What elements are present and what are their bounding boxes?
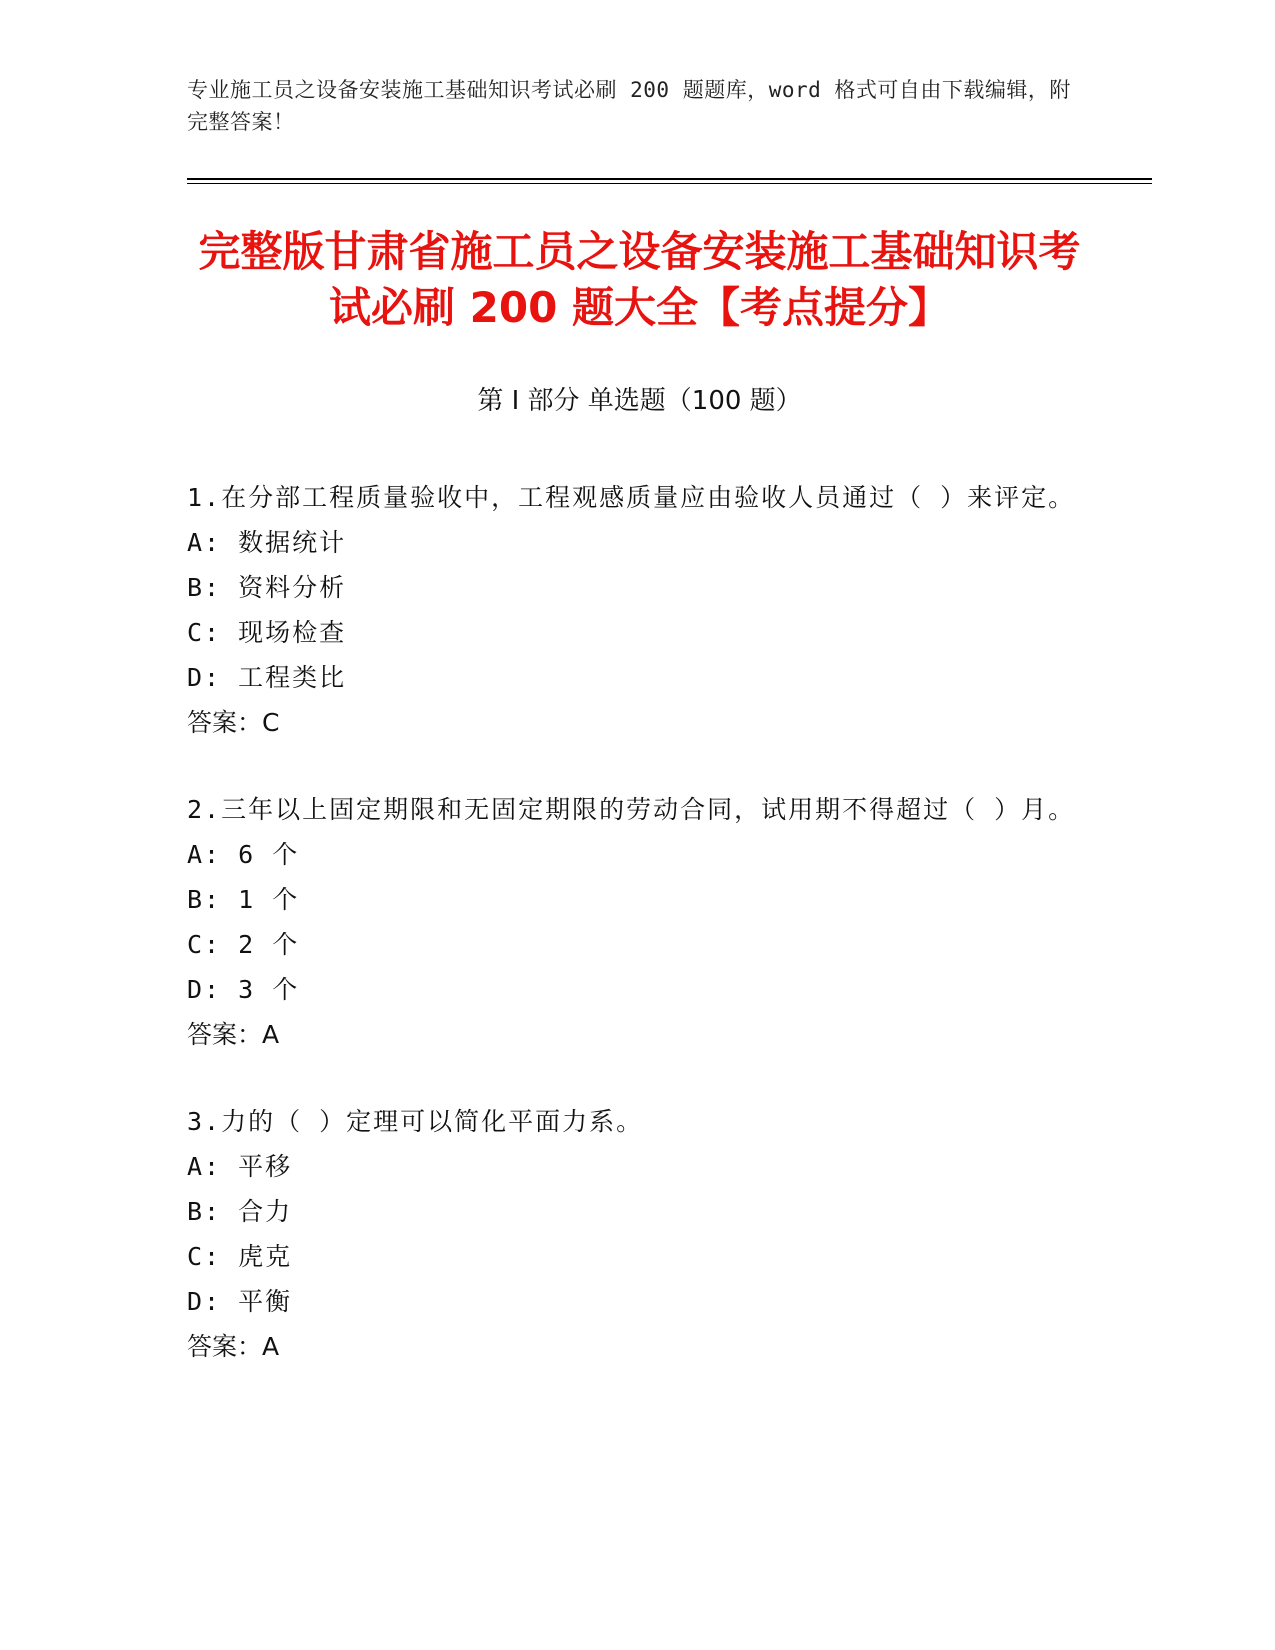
question-2	[187, 787, 1087, 1057]
document-title: 完整版甘肃省施工员之设备安装施工基础知识考试必刷 200 题大全【考点提分】	[198, 227, 1081, 332]
option-b: B: 1 个	[187, 885, 300, 914]
header-note: 专业施工员之设备安装施工基础知识考试必刷 200 题题库，word 格式可自由下载编辑，附完整答案！	[187, 78, 1071, 134]
option-c: C: 2 个	[187, 930, 300, 959]
question-stem: 2.三年以上固定期限和无固定期限的劳动合同，试用期不得超过（ ）月。	[187, 795, 1076, 824]
option-b: B: 合力	[187, 1197, 293, 1226]
header-rule-thin	[187, 183, 1152, 184]
answer: 答案：A	[187, 1332, 280, 1361]
option-d: D: 3 个	[187, 975, 300, 1004]
option-c: C: 现场检查	[187, 618, 347, 647]
question-1	[187, 475, 1087, 745]
option-a: A: 数据统计	[187, 528, 347, 557]
option-a: A: 平移	[187, 1152, 293, 1181]
question-list	[187, 475, 1087, 1411]
answer: 答案：A	[187, 1020, 280, 1049]
question-stem: 3.力的（ ）定理可以简化平面力系。	[187, 1107, 644, 1136]
answer: 答案：C	[187, 708, 280, 737]
option-c: C: 虎克	[187, 1242, 293, 1271]
question-stem: 1.在分部工程质量验收中，工程观感质量应由验收人员通过（ ）来评定。	[187, 483, 1076, 512]
question-3	[187, 1099, 1087, 1369]
header-rule-thick	[187, 178, 1152, 180]
option-b: B: 资料分析	[187, 573, 347, 602]
section-heading: 第 I 部分 单选题（100 题）	[477, 386, 802, 416]
option-d: D: 平衡	[187, 1287, 293, 1316]
option-d: D: 工程类比	[187, 663, 347, 692]
option-a: A: 6 个	[187, 840, 300, 869]
